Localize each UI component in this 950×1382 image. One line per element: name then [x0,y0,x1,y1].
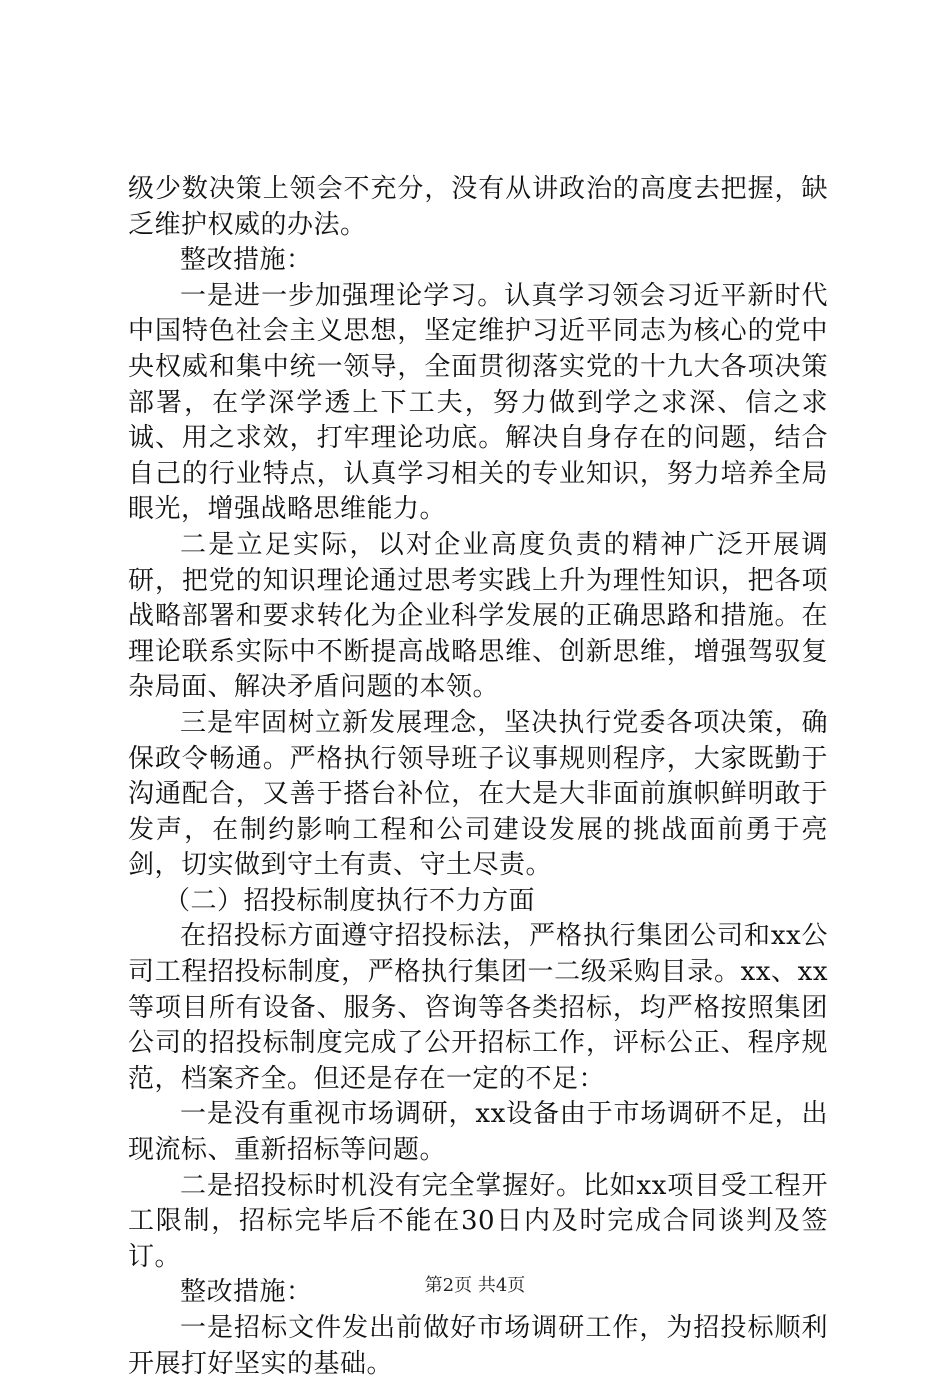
paragraph-heading-rectification: 整改措施： [180,245,313,276]
paragraph: 二是立足实际，以对企业高度负责的精神广泛开展调研，把党的知识理论通过思考实践上升为理性知识，把各项战略部署和要求转化为企业科学发展的正确思路和措施。在理论联系实际中不断提高战略思维、创新思维，增强驾驭复杂局面、解决矛盾问题的本领。 [128,529,828,703]
paragraph: 一是进一步加强理论学习。认真学习领会习近平新时代中国特色社会主义思想，坚定维护习近平同志为核心的党中央权威和集中统一领导，全面贯彻落实党的十九大各项决策部署，在学深学透上下工夫，努力做到学之求深、信之求诚、用之求效，打牢理论功底。解决自身存在的问题，结合自己的行业特点，认真学习相关的专业知识，努力培养全局眼光，增强战略思维能力。 [128,280,828,525]
paragraph: 一是招标文件发出前做好市场调研工作，为招投标顺利开展打好坚实的基础。 [128,1313,828,1379]
document-body [128,172,828,1382]
section-heading: （二）招投标制度执行不力方面 [164,885,536,916]
paragraph: 三是牢固树立新发展理念，坚决执行党委各项决策，确保政令畅通。严格执行领导班子议事规则程序，大家既勤于沟通配合，又善于搭台补位，在大是大非面前旗帜鲜明敢于发声，在制约影响工程和公司建设发展的挑战面前勇于亮剑，切实做到守土有责、守土尽责。 [128,707,828,881]
paragraph: 二是招投标时机没有完全掌握好。比如xx项目受工程开工限制，招标完毕后不能在30日内及时完成合同谈判及签订。 [128,1170,828,1272]
paragraph: 一是没有重视市场调研，xx设备由于市场调研不足，出现流标、重新招标等问题。 [128,1099,828,1166]
paragraph: 级少数决策上领会不充分，没有从讲政治的高度去把握，缺乏维护权威的办法。 [128,174,828,240]
paragraph-heading-rectification: 整改措施： [180,1277,313,1308]
paragraph: 在招投标方面遵守招投标法，严格执行集团公司和xx公司工程招投标制度，严格执行集团一二级采购目录。xx、xx等项目所有设备、服务、咨询等各类招标，均严格按照集团公司的招投标制度完成了公开招标工作，评标公正、程序规范，档案齐全。但还是存在一定的不足： [128,921,828,1094]
page-number-footer: 第2页 共4页 [424,1275,526,1296]
